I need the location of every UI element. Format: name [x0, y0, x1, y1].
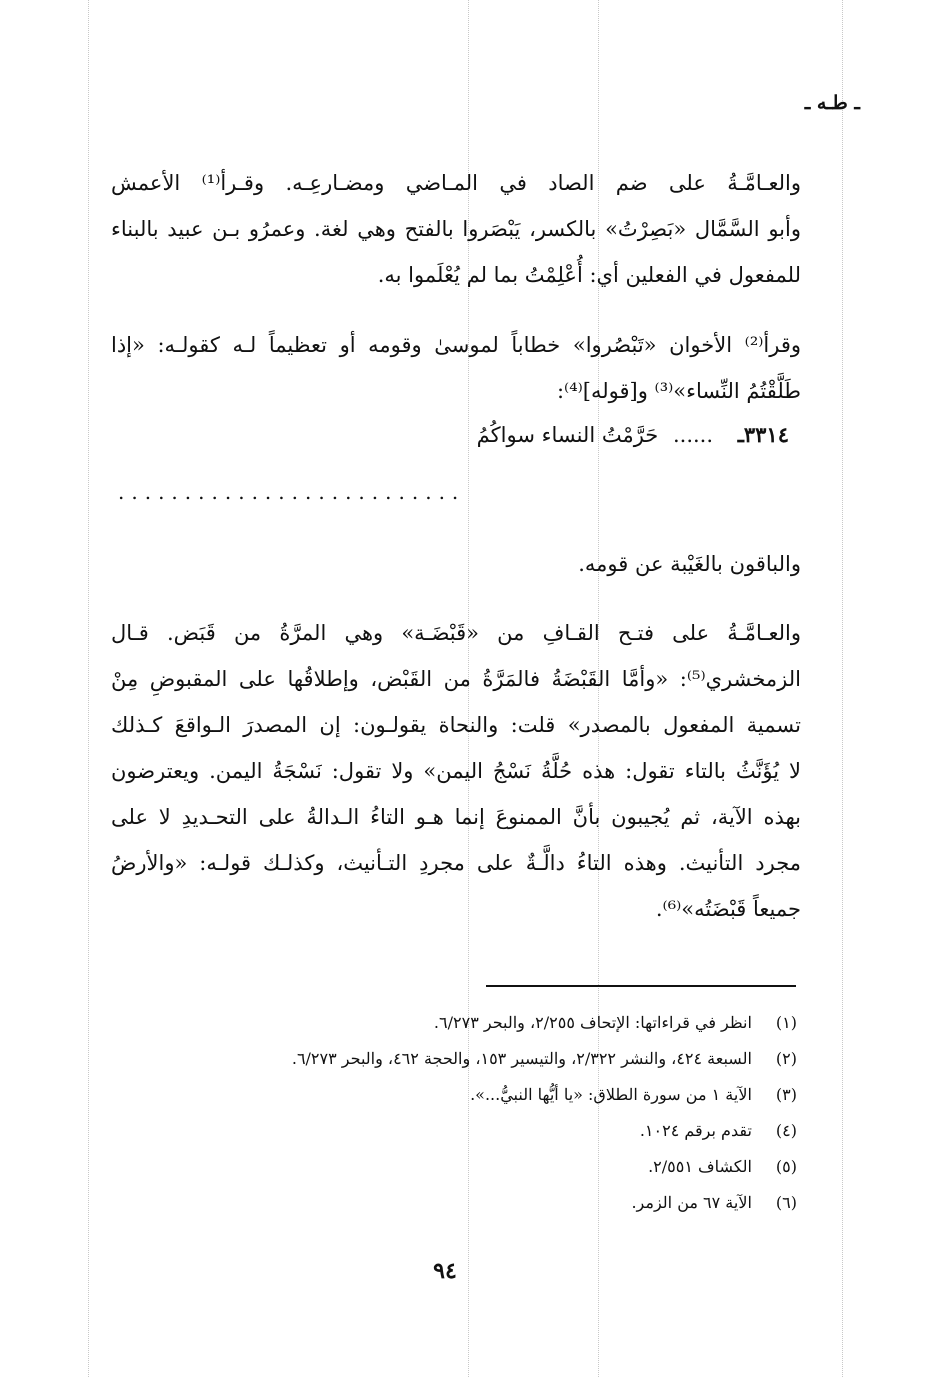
- text-line: بهذه الآية، ثم يُجيبون بأنَّ الممنوعَ إنما هـو التاءُ الـدالةُ على التحـديدِ لا على: [111, 805, 801, 829]
- scan-artifact-line: [88, 0, 89, 1377]
- text-line: وقرأ⁽²⁾ الأخوان «تَبْصُروا» خطاباً لموسىٰ وقومه أو تعظيماً لـه كقولـه: «إذا: [111, 333, 801, 357]
- scan-artifact-line: [842, 0, 843, 1377]
- verse-citation: [289, 422, 789, 447]
- footnote-item: [117, 1077, 797, 1113]
- footnote-item: [117, 1005, 797, 1041]
- verse-ellipsis: ......: [672, 423, 714, 447]
- verse-continuation-dots: ..........................: [118, 480, 466, 504]
- running-head: ـ طـه ـ: [804, 92, 860, 114]
- text-line: والعـامَّـةُ على فتـح القـافِ من «قَبْضَـة» وهي المرَّةُ من قَبَض. قـال: [111, 621, 801, 645]
- footnote-number: (٢): [775, 1049, 797, 1068]
- text-line: والباقون بالغَيْبة عن قومه.: [578, 552, 801, 576]
- footnote-text: الآية ٦٧ من الزمر.: [631, 1193, 752, 1212]
- text-line: للمفعول في الفعلين أي: أُعْلِمْتُ بما لم يُعْلَموا به.: [377, 263, 801, 287]
- text-line: والعـامَّـةُ على ضم الصاد في المـاضي ومضـارعِـه. وقـرأ⁽¹⁾ الأعمش: [111, 171, 801, 195]
- paragraph-3: [111, 541, 801, 587]
- verse-number: ٣٣١٤ـ: [737, 422, 789, 447]
- footnote-item: [117, 1185, 797, 1221]
- footnote-number: (٤): [775, 1121, 797, 1140]
- text-line: تسمية المفعول بالمصدر» قلت: والنحاة يقولـون: إن المصدرَ الـواقعَ كـذلك: [111, 713, 801, 737]
- text-line: جميعاً قَبْضَتُه»⁽⁶⁾.: [655, 897, 801, 921]
- text-line: طَلَّقْتُمُ النِّساء»⁽³⁾ و[قوله]⁽⁴⁾:: [556, 379, 801, 403]
- footnote-text: انظر في قراءاتها: الإتحاف ٢/٢٥٥، والبحر ٦/٢٧٣.: [433, 1013, 752, 1032]
- verse-text: حَرَّمْتُ النساء سواكُمُ: [476, 423, 659, 447]
- text-line: الزمخشري⁽⁵⁾: «وأمَّا القَبْضَةُ فالمَرَّةُ من القَبْض، وإطلاقُها على المقبوضِ مِنْ: [111, 667, 801, 691]
- paragraph-1: [111, 160, 801, 298]
- text-line: مجرد التأنيث. وهذه التاءُ دالَّـةٌ على مجردِ التـأنيث، وكذلـك قولـه: «والأرضُ: [111, 851, 801, 875]
- footnote-text: الآية ١ من سورة الطلاق: «يا أيُّها النبيُّ...».: [470, 1085, 752, 1104]
- paragraph-2: [111, 322, 801, 414]
- footnote-separator: [486, 985, 796, 987]
- footnote-number: (١): [775, 1013, 797, 1032]
- footnote-number: (٦): [775, 1193, 797, 1212]
- footnote-text: السبعة ٤٢٤، والنشر ٢/٣٢٢، والتيسير ١٥٣، والحجة ٤٦٢، والبحر ٦/٢٧٣.: [291, 1049, 752, 1068]
- text-line: لا يُؤَنَّثُ بالتاء تقول: هذه حُلَّةُ نَسْجُ اليمن» ولا تقول: نَسْجَةُ اليمن. ويعترضون: [111, 759, 801, 783]
- footnote-text: الكشاف ٢/٥٥١.: [648, 1157, 752, 1176]
- text-line: وأبو السَّمَّال «بَصِرْتُ» بالكسر، يَبْصَروا بالفتح وهي لغة. وعمرُو بـن عبيد بالبناء: [111, 217, 801, 241]
- page-number: ٩٤: [433, 1258, 457, 1284]
- footnote-number: (٣): [775, 1085, 797, 1104]
- footnote-number: (٥): [775, 1157, 797, 1176]
- footnote-item: [117, 1041, 797, 1077]
- paragraph-4: [111, 610, 801, 932]
- footnote-text: تقدم برقم ١٠٢٤.: [639, 1121, 752, 1140]
- footnotes: [117, 1005, 797, 1221]
- footnote-item: [117, 1113, 797, 1149]
- footnote-item: [117, 1149, 797, 1185]
